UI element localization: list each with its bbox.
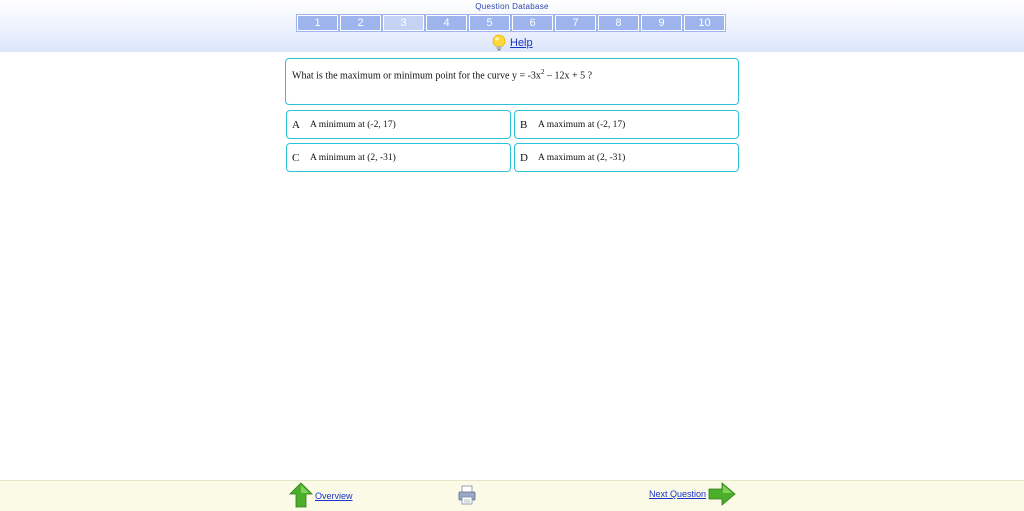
answer-text: A minimum at (2, -31) [310, 152, 396, 163]
up-arrow-icon [289, 482, 313, 508]
help-link[interactable]: Help [510, 37, 533, 49]
question-box [285, 58, 739, 105]
question-tab-10[interactable]: 10 [684, 15, 725, 31]
question-tab-2[interactable]: 2 [340, 15, 381, 31]
answer-option-b[interactable] [514, 110, 739, 139]
answer-text: A maximum at (2, -31) [538, 152, 626, 163]
question-tab-8[interactable]: 8 [598, 15, 639, 31]
overview-button[interactable] [289, 482, 353, 508]
answer-option-a[interactable] [286, 110, 511, 139]
question-tab-9[interactable]: 9 [641, 15, 682, 31]
question-nav [297, 15, 727, 33]
question-tab-1[interactable]: 1 [297, 15, 338, 31]
answer-option-d[interactable] [514, 143, 739, 172]
question-exponent: 2 [540, 68, 545, 76]
printer-icon[interactable] [458, 485, 476, 505]
answer-letter: C [292, 151, 300, 164]
lightbulb-icon[interactable] [490, 34, 508, 52]
header-bar [0, 0, 1024, 52]
answer-text: A maximum at (-2, 17) [538, 119, 626, 130]
question-tab-6[interactable]: 6 [512, 15, 553, 31]
next-question-link[interactable]: Next Question [649, 489, 707, 499]
question-tab-4[interactable]: 4 [426, 15, 467, 31]
database-title: Question Database [475, 2, 549, 11]
overview-link[interactable]: Overview [315, 491, 353, 501]
question-tab-5[interactable]: 5 [469, 15, 510, 31]
answer-letter: B [520, 118, 528, 131]
answer-letter: D [520, 151, 528, 164]
right-arrow-icon [708, 482, 736, 506]
question-text-suffix: – 12x + 5 ? [544, 70, 593, 82]
answer-option-c[interactable] [286, 143, 511, 172]
help-area [490, 34, 533, 52]
answer-text: A minimum at (-2, 17) [310, 119, 396, 130]
question-text-prefix: What is the maximum or minimum point for the curve y = -3x [292, 70, 541, 82]
question-tab-7[interactable]: 7 [555, 15, 596, 31]
next-question-button[interactable] [649, 482, 736, 506]
question-tab-3-current[interactable]: 3 [383, 15, 424, 31]
answer-letter: A [292, 118, 300, 131]
footer-bar [0, 480, 1024, 511]
